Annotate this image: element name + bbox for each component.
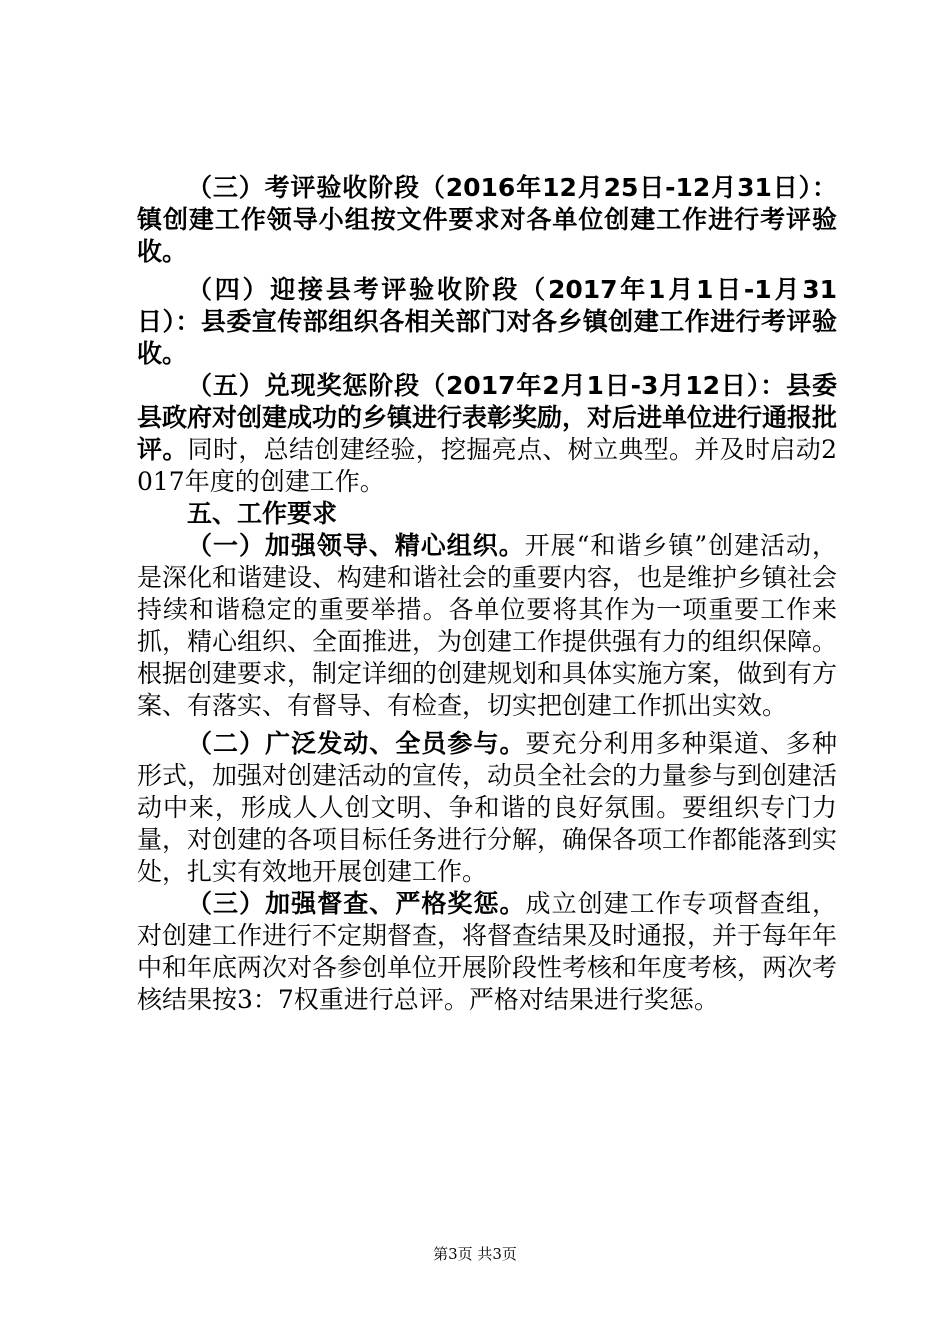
section-heading: 五、工作要求 [187, 499, 338, 528]
stage-paragraph-3 [137, 172, 837, 268]
requirement-body-3: 成立创建工作专项督查组，对创建工作进行不定期督查，将督查结果及时通报，并于每年年中和年底两次对各参创单位开展阶段性考核和年度考核，两次考核结果按3：7权重进行总评。严格对结果进行奖惩。 [137, 889, 838, 1014]
stage-paragraph-4 [137, 274, 837, 370]
stage-lead-4: （四）迎接县考评验收阶段（2017年1月1日-1月31日）：县委宣传部组织各相关部门对各乡镇创建工作进行考评验收。 [137, 275, 837, 368]
requirement-lead-2: （二）广泛发动、全员参与。 [187, 729, 526, 758]
page-number-footer: 第3页 共3页 [433, 1245, 517, 1263]
requirement-body-2: 要充分利用多种渠道、多种形式，加强对创建活动的宣传，动员全社会的力量参与到创建活动中来，形成人人创文明、争和谐的良好氛围。要组织专门力量，对创建的各项目标任务进行分解，确保各项工作都能落到实处，扎实有效地开展创建工作。 [137, 729, 838, 886]
requirement-paragraph-1 [137, 530, 837, 722]
stage-lead-3: （三）考评验收阶段（2016年12月25日-12月31日）：镇创建工作领导小组按文件要求对各单位创建工作进行考评验收。 [137, 173, 837, 266]
requirement-lead-3: （三）加强督查、严格奖惩。 [187, 889, 526, 918]
document-body [137, 172, 837, 1016]
stage-lead-5: （五）兑现奖惩阶段（2017年2月1日-3月12日）：县委县政府对创建成功的乡镇进行表彰奖励，对后进单位进行通报批评。 [137, 371, 838, 464]
stage-body-5: 同时，总结创建经验，挖掘亮点、树立典型。并及时启动2017年度的创建工作。 [137, 435, 837, 496]
stage-paragraph-5 [137, 370, 837, 498]
requirement-paragraph-3 [137, 888, 837, 1016]
requirement-lead-1: （一）加强领导、精心组织。 [187, 531, 525, 560]
requirement-body-1: 开展“和谐乡镇”创建活动，是深化和谐建设、构建和谐社会的重要内容，也是维护乡镇社会持续和谐稳定的重要举措。各单位要将其作为一项重要工作来抓，精心组织、全面推进，为创建工作提供强有力的组织保障。根据创建要求，制定详细的创建规划和具体实施方案，做到有方案、有落实、有督导、有检查，切实把创建工作抓出实效。 [137, 531, 838, 720]
requirement-paragraph-2 [137, 728, 837, 888]
